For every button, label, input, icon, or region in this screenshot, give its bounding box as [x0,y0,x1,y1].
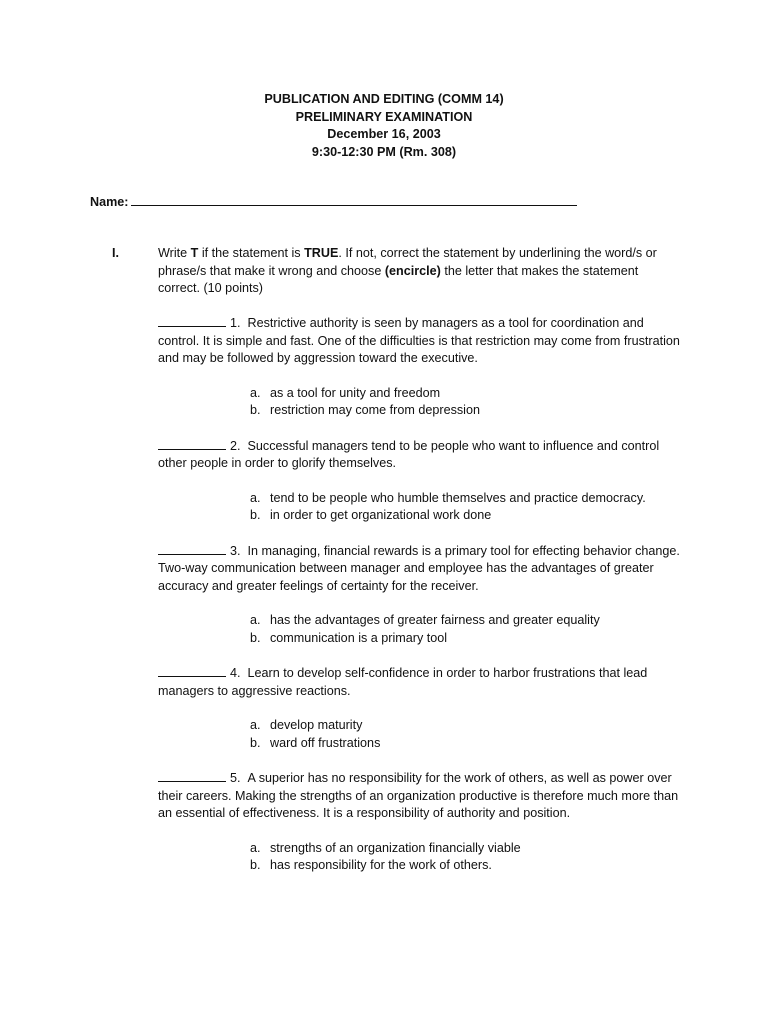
choice-text: restriction may come from depression [270,403,480,417]
answer-blank[interactable] [158,314,226,327]
instr-text: the letter that makes the statement correct. (10 points) [158,263,639,295]
choice-item[interactable] [250,857,682,875]
choice-letter: a. [250,840,261,855]
answer-blank[interactable] [158,542,226,555]
choice-text: ward off frustrations [270,735,381,750]
question-number: 2. [230,438,241,453]
question-number: 5. [230,771,241,785]
question-text [158,769,682,823]
name-row [90,193,577,212]
choice-letter: b. [250,735,261,750]
question-text [158,542,682,596]
exam-header [0,91,768,161]
question-number: 3. [230,543,241,558]
question-item [158,314,682,420]
question-number: 1. [230,316,241,330]
name-label: Name: [90,195,129,209]
instr-bold-true: TRUE [304,246,339,260]
question-number: 4. [230,666,241,680]
choice-letter: a. [250,613,261,627]
choice-item[interactable] [250,717,682,735]
question-statement: A superior has no responsibility for the work of others, as well as power over their careers. Making the strengths of an organization productive is therefore much more than an essential of effectiveness. It is a responsibility of authority and position. [158,771,679,820]
question-statement: Restrictive authority is seen by managers as a tool for coordination and control. It is simple and fast. One of the difficulties is that restriction may come from frustration and may be followed by aggression toward the executive. [158,316,680,365]
instr-bold-t: T [190,246,199,260]
choice-item[interactable] [250,612,682,630]
question-item [158,664,682,752]
choice-list [250,490,682,525]
choice-list [250,612,682,647]
choice-item[interactable] [250,490,682,508]
choice-item[interactable] [250,630,682,648]
choice-item[interactable] [250,507,682,525]
answer-blank[interactable] [158,437,226,450]
question-statement: In managing, financial rewards is a primary tool for effecting behavior change. Two-way communication between manager and employee has the advantages of greater accuracy and greater feelings of certainty for the receiver. [158,543,680,593]
choice-list [250,717,682,752]
section-numeral: I. [112,246,119,260]
section-instructions [158,245,678,298]
choice-text: tend to be people who humble themselves and practice democracy. [270,490,646,505]
question-item [158,542,682,648]
choice-letter: b. [250,630,261,645]
choice-list [250,385,682,420]
question-item [158,769,682,875]
choice-text: strengths of an organization financially viable [270,840,521,855]
choice-text: as a tool for unity and freedom [270,385,441,400]
exam-time-room: 9:30-12:30 PM (Rm. 308) [311,144,457,159]
question-list [158,314,682,892]
choice-text: has the advantages of greater fairness and greater equality [270,613,600,627]
choice-text: communication is a primary tool [270,630,448,645]
answer-blank[interactable] [158,769,226,782]
question-text [158,664,682,700]
course-title: PUBLICATION AND EDITING (COMM 14) [264,92,504,106]
choice-letter: a. [250,718,261,732]
exam-date: December 16, 2003 [327,127,441,141]
name-blank-line[interactable] [131,193,577,206]
choice-text: develop maturity [270,718,363,732]
choice-letter: a. [250,385,261,400]
question-statement: Successful managers tend to be people who want to influence and control other people in order to glorify themselves. [158,438,660,470]
instr-text: if the statement is [198,246,305,260]
question-statement: Learn to develop self-confidence in order to harbor frustrations that lead managers to aggressive reactions. [158,666,648,698]
choice-list [250,840,682,875]
choice-letter: b. [250,403,261,417]
choice-letter: b. [250,858,261,872]
instr-bold-encircle: (encircle) [384,263,441,278]
instr-text: . If not, correct the statement by underlining the word/s or phrase/s that make it wrong and choose [158,246,657,278]
answer-blank[interactable] [158,664,226,677]
choice-letter: b. [250,508,261,522]
exam-title: PRELIMINARY EXAMINATION [295,109,473,124]
choice-item[interactable] [250,385,682,403]
choice-item[interactable] [250,402,682,420]
choice-letter: a. [250,490,261,505]
question-item [158,437,682,525]
instr-text: Write [158,246,191,260]
choice-item[interactable] [250,735,682,753]
choice-item[interactable] [250,840,682,858]
question-text [158,314,682,368]
question-text [158,437,682,473]
choice-text: in order to get organizational work done [270,508,492,522]
choice-text: has responsibility for the work of others. [270,858,492,872]
